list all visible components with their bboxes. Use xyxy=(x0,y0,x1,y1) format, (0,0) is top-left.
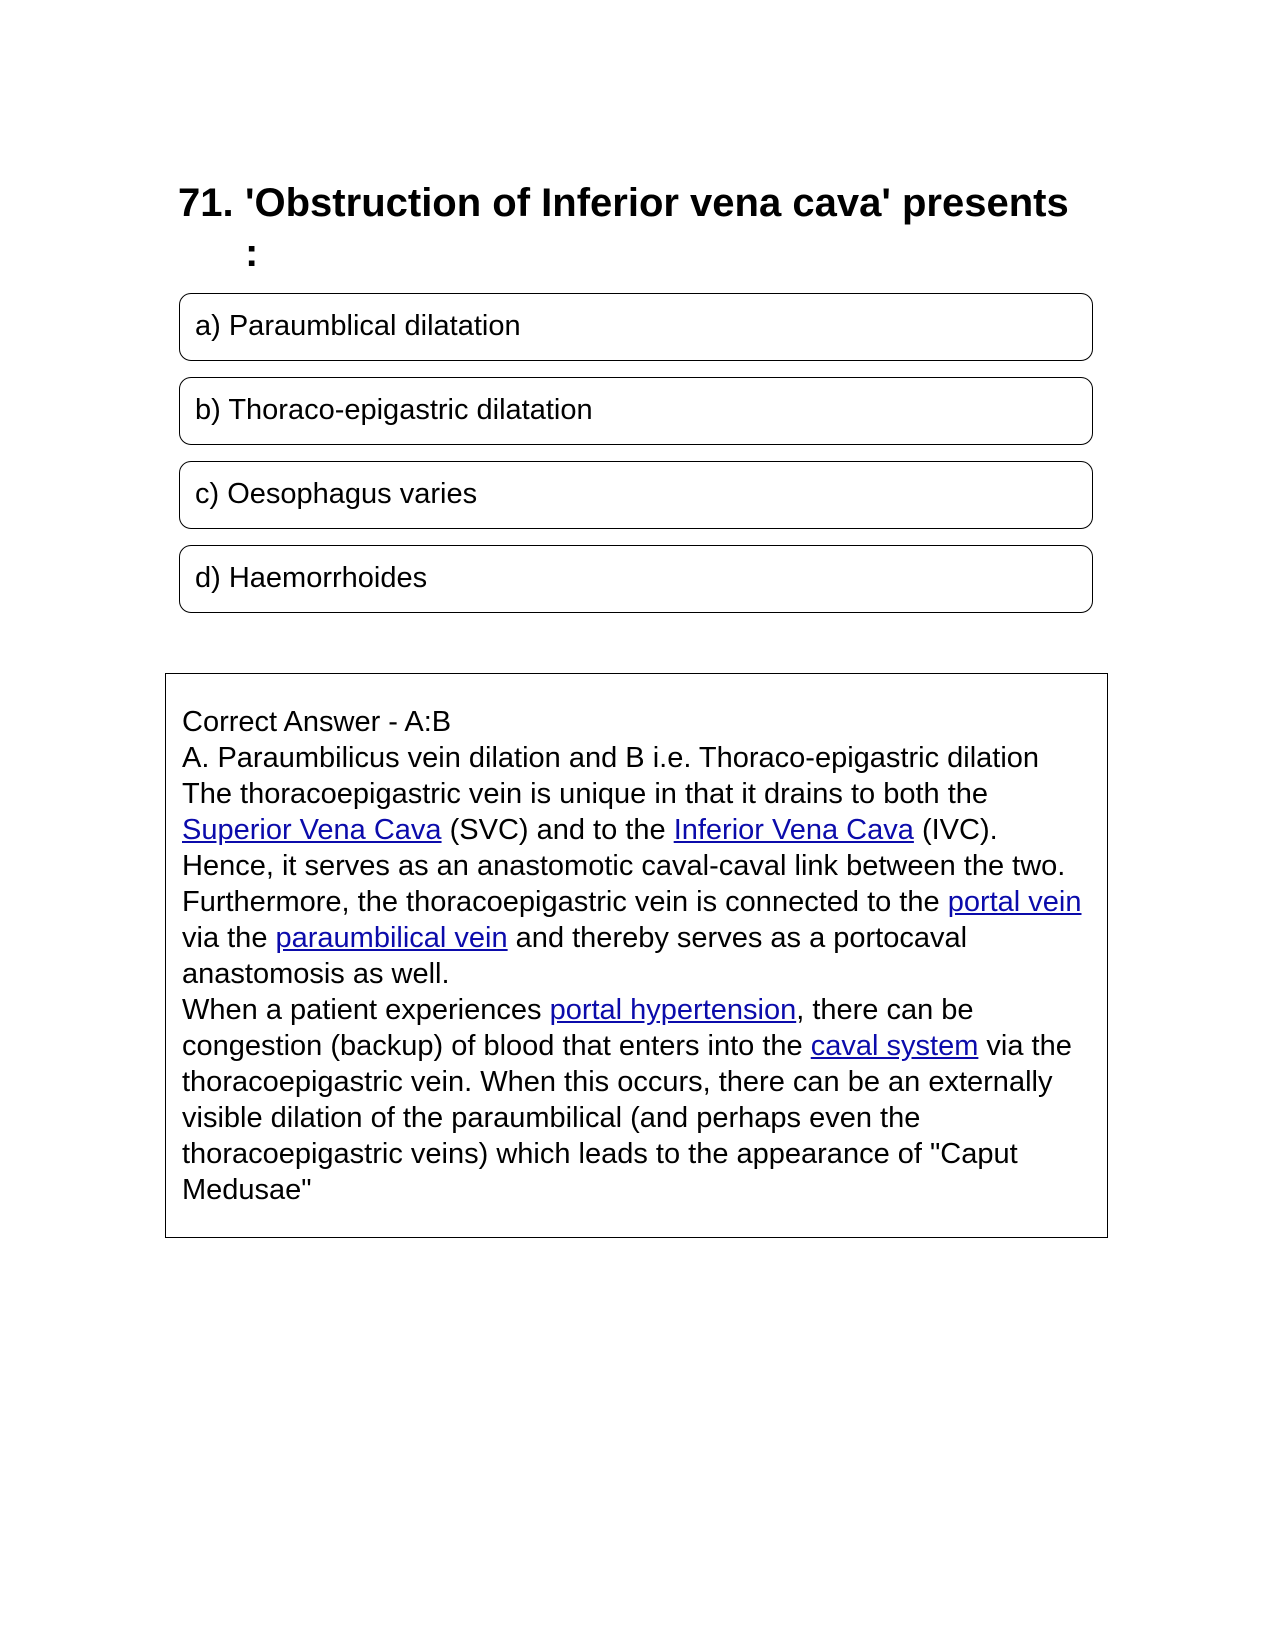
options-list xyxy=(179,293,1093,629)
option-b[interactable]: b) Thoraco-epigastric dilatation xyxy=(179,377,1093,445)
portal-hypertension-link[interactable]: portal hypertension xyxy=(549,994,797,1026)
para1-text-5: and thereby serves as a portocaval anastomosis as well. xyxy=(182,922,968,990)
paraumbilical-vein-link[interactable]: paraumbilical vein xyxy=(275,922,508,954)
para2-text-2: , there can be congestion (backup) of blood that enters into the xyxy=(182,994,974,1062)
answer-explanation-box xyxy=(165,673,1108,1238)
question-text: 'Obstruction of Inferior vena cava' presents : xyxy=(245,181,1069,275)
answer-option-line: A. Paraumbilicus vein dilation and B i.e. Thoraco-epigastric dilation xyxy=(182,742,1040,774)
option-a[interactable]: a) Paraumblical dilatation xyxy=(179,293,1093,361)
option-c[interactable]: c) Oesophagus varies xyxy=(179,461,1093,529)
para2-text-3: via the thoracoepigastric vein. When this occurs, there can be an externally visible dilation of the paraumbilical (and perhaps even the thoracoepigastric veins) which leads to the appearance of "Caput Medusae" xyxy=(182,1030,1072,1206)
correct-answer-line: Correct Answer - A:B xyxy=(182,706,452,738)
para2-text-1: When a patient experiences xyxy=(182,994,550,1026)
superior-vena-cava-link[interactable]: Superior Vena Cava xyxy=(182,814,442,846)
question-number: 71. xyxy=(178,181,234,225)
caval-system-link[interactable]: caval system xyxy=(810,1030,979,1062)
para1-text-4: via the xyxy=(182,922,276,954)
para1-text-2: (SVC) and to the xyxy=(441,814,674,846)
explanation-paragraph-2 xyxy=(182,992,1091,1208)
para1-text-3: (IVC). Hence, it serves as an anastomotic caval-caval link between the two. Furthermore, the thoracoepigastric vein is connected to the xyxy=(182,814,1066,918)
explanation-paragraph-1 xyxy=(182,776,1091,992)
inferior-vena-cava-link[interactable]: Inferior Vena Cava xyxy=(673,814,914,846)
para1-text-1: The thoracoepigastric vein is unique in that it drains to both the xyxy=(182,778,989,810)
option-d[interactable]: d) Haemorrhoides xyxy=(179,545,1093,613)
portal-vein-link[interactable]: portal vein xyxy=(947,886,1082,918)
question-heading xyxy=(178,178,1078,278)
